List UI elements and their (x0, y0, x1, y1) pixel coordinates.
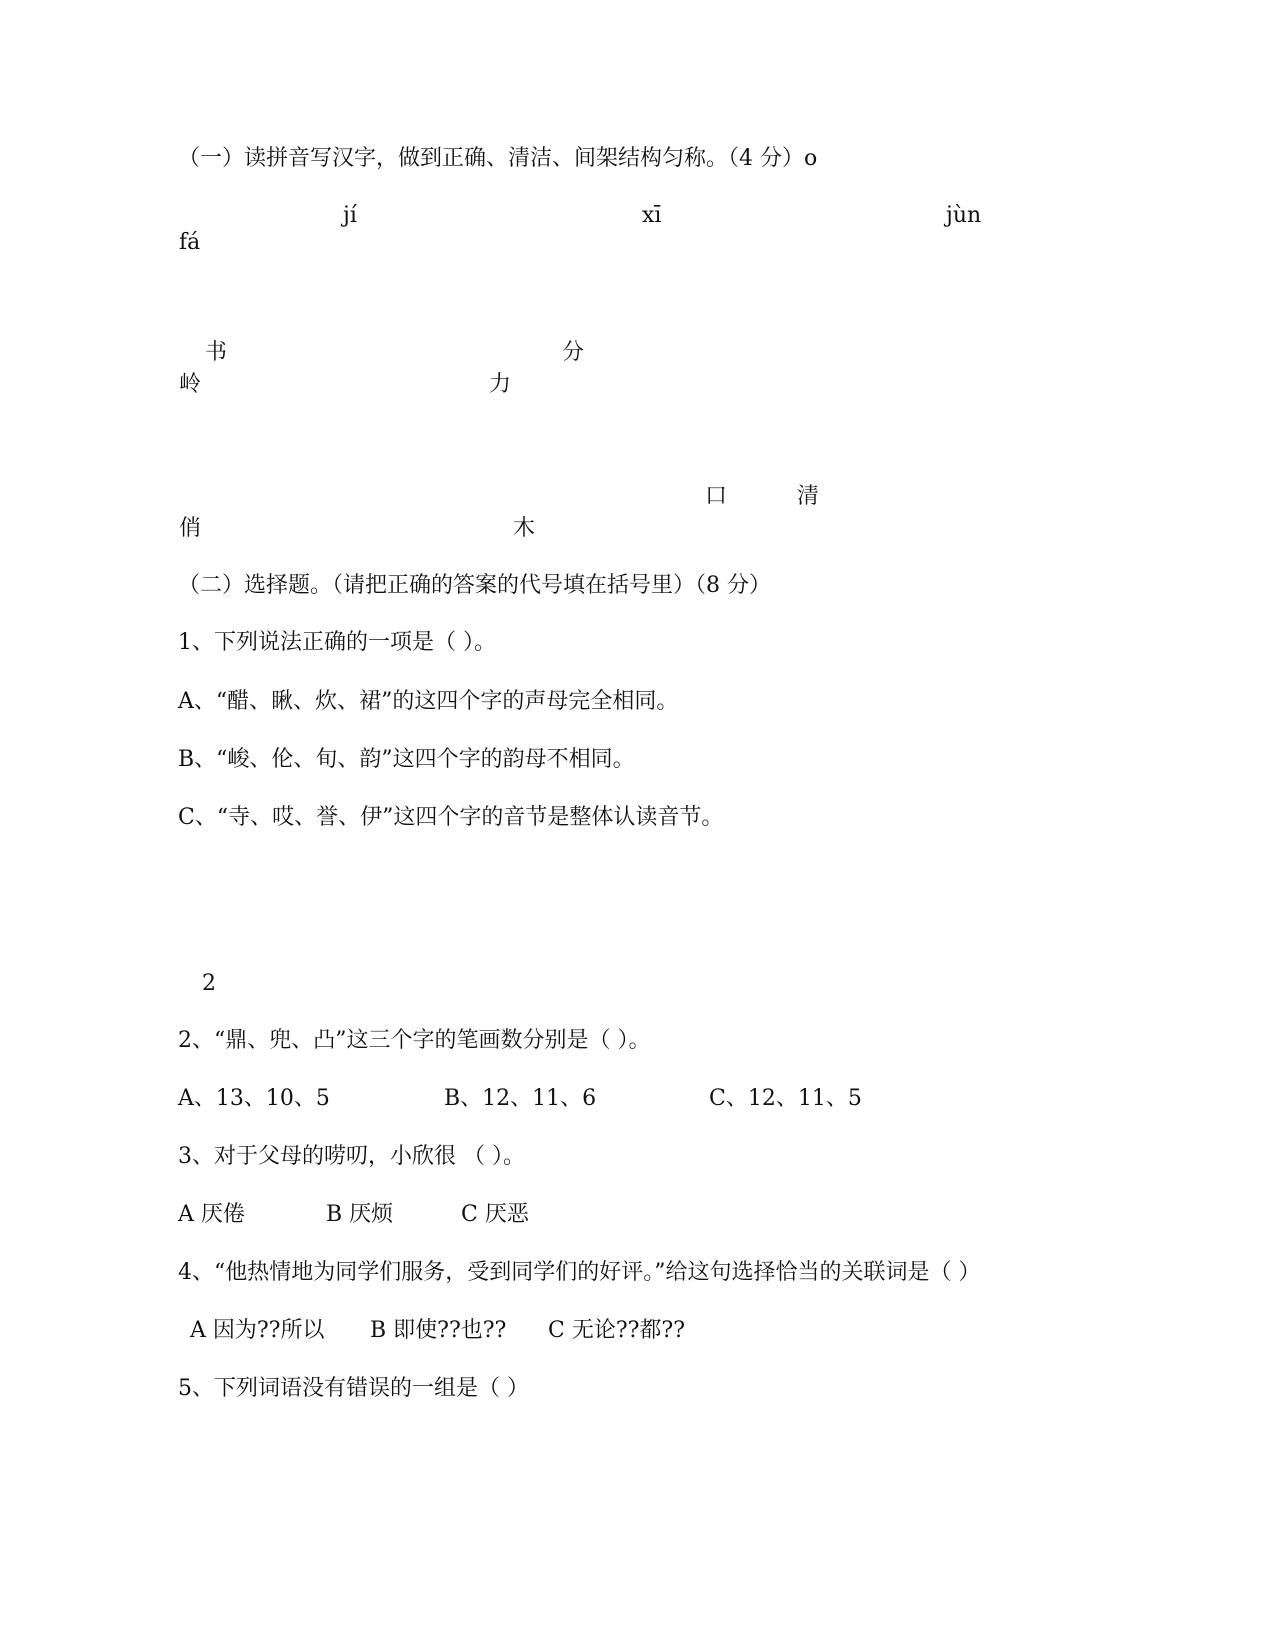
section1-heading: （一）读拼音写汉字，做到正确、清洁、间架结构匀称。（4 分）o (178, 146, 818, 171)
pinyin-fa: fá (179, 230, 201, 255)
q2-option-c: C、12、11、5 (709, 1086, 862, 1111)
q1-option-b: B、“峻、伦、旬、韵”这四个字的韵母不相同。 (178, 747, 635, 772)
q3-option-c: C 厌恶 (461, 1202, 529, 1227)
char-fen: 分 (562, 340, 585, 365)
char-shu: 书 (205, 340, 228, 365)
q3-option-b: B 厌烦 (326, 1202, 394, 1227)
q4-option-a: A 因为??所以 (190, 1318, 325, 1343)
char-li: 力 (489, 372, 512, 397)
q4-stem: 4、“他热情地为同学们服务，受到同学们的好评。”给这句选择恰当的关联词是（ ） (178, 1260, 981, 1285)
q4-option-c: C 无论??都?? (548, 1318, 686, 1343)
q5-stem: 5、下列词语没有错误的一组是（ ） (178, 1376, 529, 1401)
q4-option-b: B 即使??也?? (370, 1318, 507, 1343)
q3-stem: 3、对于父母的唠叨，小欣很 （ ）。 (178, 1144, 525, 1169)
char-qiao: 俏 (179, 516, 202, 541)
q1-option-c: C、“寺、哎、誉、伊”这四个字的音节是整体认读音节。 (178, 805, 724, 830)
char-mu: 木 (513, 516, 536, 541)
q2-option-b: B、12、11、6 (444, 1086, 597, 1111)
page-number: 2 (202, 971, 216, 996)
section2-heading: （二）选择题。（请把正确的答案的代号填在括号里）（8 分） (178, 573, 771, 598)
q2-option-a: A、13、10、5 (178, 1086, 330, 1111)
q3-option-a: A 厌倦 (178, 1202, 245, 1227)
q1-option-a: A、“醋、瞅、炊、裙”的这四个字的声母完全相同。 (178, 689, 679, 714)
char-qing: 清 (797, 484, 820, 509)
pinyin-jun: jùn (946, 203, 982, 228)
q1-stem: 1、下列说法正确的一项是（ ）。 (178, 630, 496, 655)
char-ling: 岭 (179, 372, 202, 397)
pinyin-ji: jí (343, 203, 357, 228)
char-kou: 口 (705, 484, 728, 509)
pinyin-xi: xī (642, 203, 662, 228)
q2-stem: 2、“鼎、兜、凸”这三个字的笔画数分别是（ ）。 (178, 1028, 651, 1053)
